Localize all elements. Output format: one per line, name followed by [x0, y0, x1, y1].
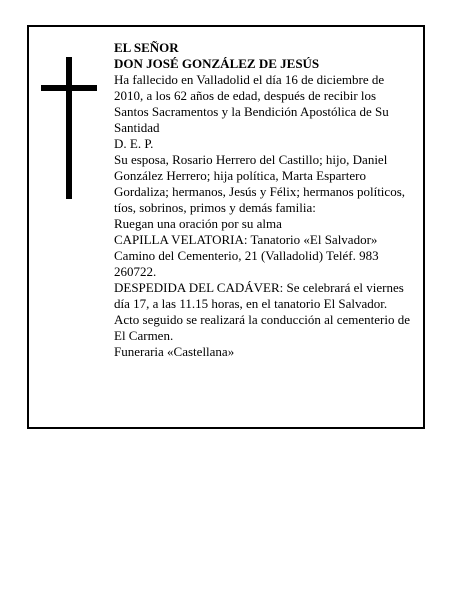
cross-icon	[41, 57, 97, 199]
notice-text	[114, 40, 414, 360]
cross-horizontal-bar	[41, 85, 97, 91]
cross-vertical-bar	[66, 57, 72, 199]
notice-death-announcement: Ha fallecido en Valladolid el día 16 de diciembre de 2010, a los 62 años de edad, después de recibir los Santos Sacramentos y la Bendición Apostólica de Su Santidad	[114, 72, 389, 135]
notice-family: Su esposa, Rosario Herrero del Castillo; hijo, Daniel González Herrero; hija política, Marta Espartero Gordaliza; hermanos, Jesús y Félix; hermanos políticos, tíos, sobrinos, primos y demás familia:	[114, 152, 406, 215]
notice-funeral-farewell: DESPEDIDA DEL CADÁVER: Se celebrará el viernes día 17, a las 11.15 horas, en el tanatorio El Salvador. Acto seguido se realizará la conducción al cementerio de El Carmen.	[114, 280, 410, 343]
notice-prayer-request: Ruegan una oración por su alma	[114, 216, 282, 231]
notice-heading-title: EL SEÑOR	[114, 40, 179, 55]
notice-deceased-name: DON JOSÉ GONZÁLEZ DE JESÚS	[114, 56, 320, 71]
notice-funeral-home: Funeraria «Castellana»	[114, 344, 235, 359]
notice-rip: D. E. P.	[114, 136, 154, 151]
obituary-notice	[27, 25, 425, 429]
notice-wake-chapel: CAPILLA VELATORIA: Tanatorio «El Salvador» Camino del Cementerio, 21 (Valladolid) Teléf. 983 260722.	[114, 232, 379, 279]
